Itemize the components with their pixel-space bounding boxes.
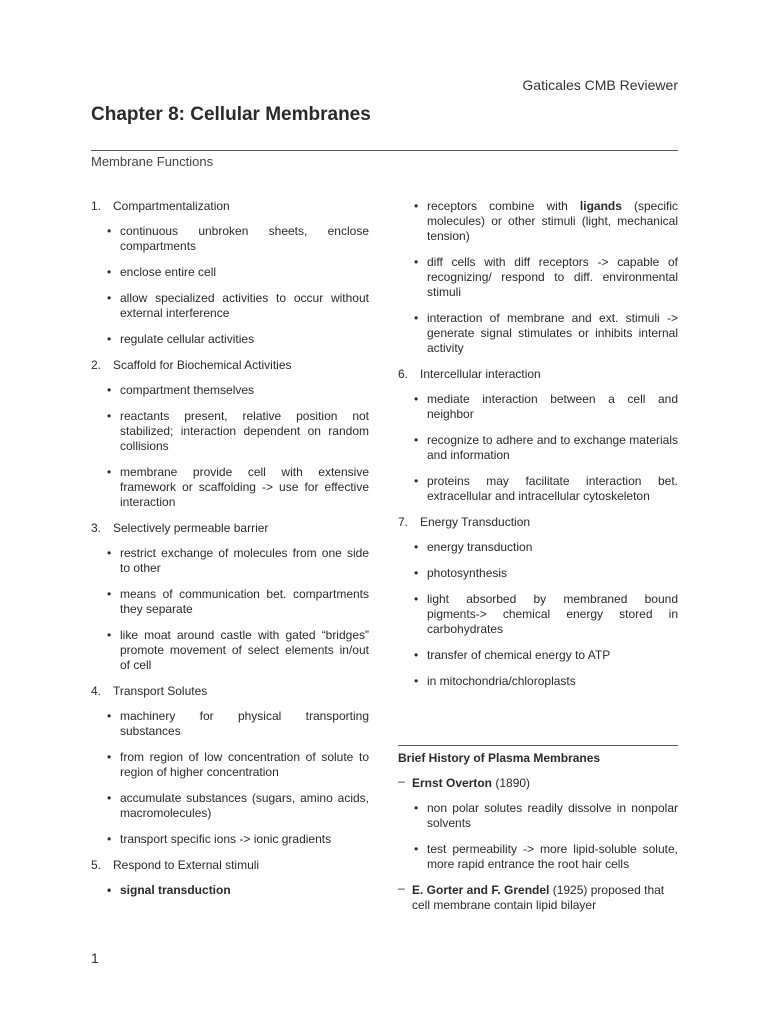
list-item: • light absorbed by membraned bound pigments-> chemical energy stored in carbohydrates — [398, 592, 678, 637]
bullet-list — [398, 392, 678, 504]
list-item: • like moat around castle with gated “bridges” promote movement of select elements in/out of cell — [91, 628, 369, 673]
list-item: • receptors combine with ligands (specific molecules) or other stimuli (light, mechanical tension) — [398, 199, 678, 244]
list-item: • reactants present, relative position not stabilized; interaction dependent on random collisions — [91, 409, 369, 454]
chapter-title: Chapter 8: Cellular Membranes — [91, 104, 371, 125]
history-entry: – Ernst Overton (1890) — [398, 776, 678, 791]
section-title: Membrane Functions — [91, 154, 214, 169]
list-item-4: 4. Transport Solutes — [91, 684, 208, 698]
list-item: • non polar solutes readily dissolve in nonpolar solvents — [398, 801, 678, 831]
list-item: • transport specific ions -> ionic gradients — [91, 832, 369, 847]
list-item-6: 6. Intercellular interaction — [398, 367, 541, 381]
list-item: • proteins may facilitate interaction bet. extracellular and intracellular cytoskeleton — [398, 474, 678, 504]
list-item: • recognize to adhere and to exchange materials and information — [398, 433, 678, 463]
document-header: Gaticales CMB Reviewer — [522, 77, 678, 93]
list-item: • continuous unbroken sheets, enclose compartments — [91, 224, 369, 254]
list-item: • energy transduction — [398, 540, 678, 555]
list-item: • photosynthesis — [398, 566, 678, 581]
list-item: • interaction of membrane and ext. stimuli -> generate signal stimulates or inhibits internal activity — [398, 311, 678, 356]
list-item: • restrict exchange of molecules from one side to other — [91, 546, 369, 576]
bullet-list — [91, 709, 369, 847]
bullet-list — [91, 224, 369, 347]
list-item: • means of communication bet. compartments they separate — [91, 587, 369, 617]
bullet-list — [398, 540, 678, 689]
list-item: • allow specialized activities to occur without external interference — [91, 291, 369, 321]
list-item-1: 1. Compartmentalization — [91, 199, 230, 213]
bullet-list — [91, 546, 369, 673]
bullet-list — [398, 199, 678, 356]
list-item: • transfer of chemical energy to ATP — [398, 648, 678, 663]
title-rule — [91, 150, 678, 151]
list-item-7: 7. Energy Transduction — [398, 515, 531, 529]
list-item: • test permeability -> more lipid-soluble solute, more rapid entrance the root hair cells — [398, 842, 678, 872]
history-section — [398, 751, 678, 923]
bullet-list — [398, 801, 678, 872]
list-item: • regulate cellular activities — [91, 332, 369, 347]
bullet-list — [91, 383, 369, 510]
bullet-list — [91, 883, 369, 898]
history-title: Brief History of Plasma Membranes — [398, 751, 601, 765]
page-number: 1 — [91, 950, 99, 966]
list-item: • signal transduction — [91, 883, 369, 898]
list-item: • accumulate substances (sugars, amino acids, macromolecules) — [91, 791, 369, 821]
list-item: • machinery for physical transporting substances — [91, 709, 369, 739]
list-item: • enclose entire cell — [91, 265, 369, 280]
history-rule — [398, 745, 678, 746]
list-item-5: 5. Respond to External stimuli — [91, 858, 260, 872]
list-item-3: 3. Selectively permeable barrier — [91, 521, 269, 535]
list-item-2: 2. Scaffold for Biochemical Activities — [91, 358, 292, 372]
list-item: • mediate interaction between a cell and neighbor — [398, 392, 678, 422]
right-column — [398, 199, 678, 700]
list-item: • in mitochondria/chloroplasts — [398, 674, 678, 689]
list-item: • diff cells with diff receptors -> capable of recognizing/ respond to diff. environmental stimuli — [398, 255, 678, 300]
left-column — [91, 199, 369, 909]
list-item: • membrane provide cell with extensive framework or scaffolding -> use for effective interaction — [91, 465, 369, 510]
list-item: • from region of low concentration of solute to region of higher concentration — [91, 750, 369, 780]
history-entry: – E. Gorter and F. Grendel (1925) proposed that cell membrane contain lipid bilayer — [398, 883, 678, 913]
list-item: • compartment themselves — [91, 383, 369, 398]
